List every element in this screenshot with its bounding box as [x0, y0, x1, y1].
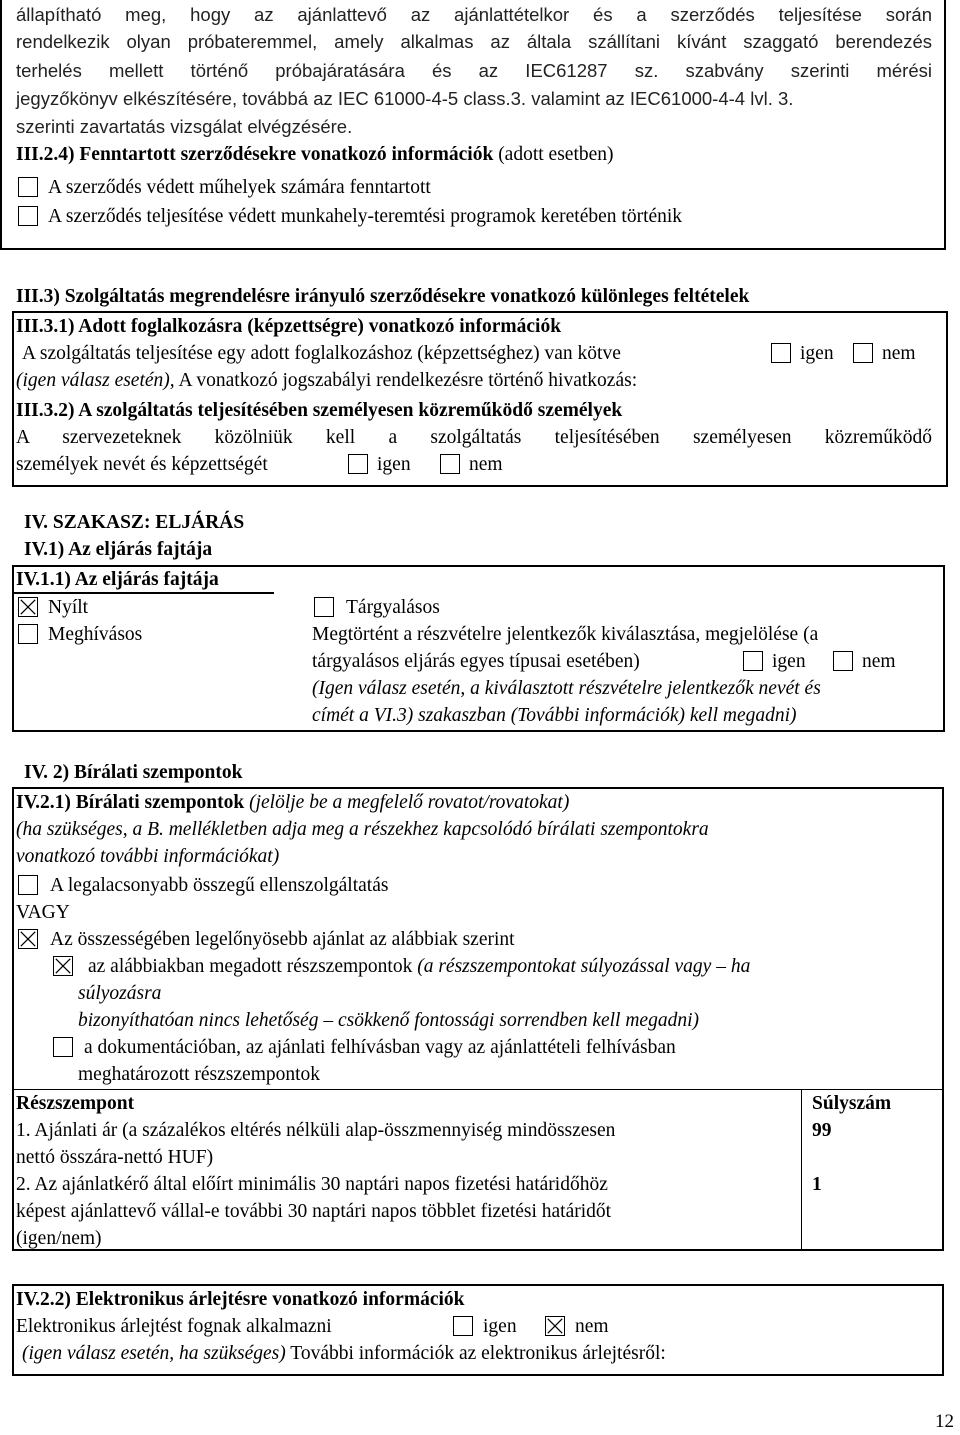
- italic-note: (ha szükséges, a B. mellékletben adja meg a részekhez kapcsolódó bírálati szempontokra: [16, 819, 709, 840]
- italic-note: (a részszempontokat súlyozással vagy – ha: [417, 956, 751, 977]
- x-mark-icon: [54, 957, 72, 975]
- heading-note: (jelölje be a megfelelő rovatot/rovatokat): [249, 792, 570, 813]
- suboption-label: meghatározott részszempontok: [78, 1064, 321, 1085]
- italic-note: (Igen válasz esetén, a kiválasztott részvételre jelentkezők nevét és: [312, 678, 821, 699]
- x-mark-icon: [19, 930, 37, 948]
- igen-label: igen: [800, 343, 834, 364]
- selection-text: Megtörtént a részvételre jelentkezők kiválasztása, megjelölése (a: [312, 624, 819, 645]
- column-header-weight: Súlyszám: [812, 1093, 892, 1114]
- nem-label: nem: [469, 454, 503, 475]
- text-line: terhelés mellett történő próbajáratására és az IEC61287 sz. szabvány szerinti mérési: [16, 60, 932, 81]
- italic-note: (igen válasz esetén, ha szükséges): [22, 1343, 286, 1364]
- criterion-text: nettó összára-nettó HUF): [16, 1147, 214, 1168]
- option-label: A szerződés védett műhelyek számára fenntartott: [48, 177, 431, 198]
- criterion-text: (igen/nem): [16, 1228, 102, 1249]
- criterion-text: 2. Az ajánlatkérő által előírt minimális 30 naptári napos fizetési határidőhöz: [16, 1174, 608, 1195]
- checkbox-restricted-procedure[interactable]: [18, 624, 38, 644]
- checkbox-most-advantageous[interactable]: [18, 929, 38, 949]
- criteria-heading: [16, 789, 569, 816]
- italic-note: bizonyíthatóan nincs lehetőség – csökkenő fontossági sorrendben kell megadni): [78, 1010, 700, 1031]
- igen-label: igen: [772, 651, 806, 672]
- column-header-subcriterion: Részszempont: [16, 1093, 135, 1114]
- subsection-heading: III.3.2) A szolgáltatás teljesítésében személyesen közreműködő személyek: [16, 400, 623, 421]
- checkbox-open-procedure[interactable]: [18, 597, 38, 617]
- nem-label: nem: [575, 1316, 609, 1337]
- criterion-text: 1. Ajánlati ár (a százalékos eltérés nélküli alap-összmennyiség mindösszesen: [16, 1120, 616, 1141]
- checkbox-reserved-workshops[interactable]: [18, 177, 38, 197]
- option-label: Tárgyalásos: [346, 597, 440, 618]
- checkbox-negotiated-procedure[interactable]: [314, 597, 334, 617]
- italic-note: vonatkozó további információkat): [16, 846, 280, 867]
- checkbox-eauction-no[interactable]: [545, 1316, 565, 1336]
- text-line: szerinti zavartatás vizsgálat elvégzésére.: [16, 116, 353, 137]
- question-text: A szolgáltatás teljesítése egy adott foglalkozáshoz (képzettséghez) van kötve: [22, 343, 621, 364]
- question-text: A szervezeteknek közölniük kell a szolgáltatás teljesítésében személyesen közreműködő: [16, 427, 932, 448]
- checkbox-selection-no[interactable]: [833, 651, 853, 671]
- igen-label: igen: [483, 1316, 517, 1337]
- checkbox-profession-no[interactable]: [853, 343, 873, 363]
- criterion-weight: 1: [812, 1174, 822, 1195]
- checkbox-selection-yes[interactable]: [743, 651, 763, 671]
- checkbox-subcriteria-below[interactable]: [53, 956, 73, 976]
- text-line: rendelkezik olyan próbateremmel, amely alkalmas az általa szállítani kívánt szaggató berendezés: [16, 31, 932, 52]
- criterion-text: képest ajánlattevő vállal-e további 30 naptári napos többlet fizetési határidőt: [16, 1201, 612, 1222]
- section-heading: [16, 141, 614, 168]
- table-rule: [12, 1089, 944, 1090]
- heading-number: IV.2.1) Bírálati szempontok: [16, 792, 245, 813]
- italic-note: (igen válasz esetén),: [16, 370, 175, 391]
- section-heading: III.3) Szolgáltatás megrendelésre irányuló szerződésekre vonatkozó különleges feltételek: [16, 286, 750, 307]
- suboption-text: [88, 953, 750, 980]
- checkbox-eauction-yes[interactable]: [453, 1316, 473, 1336]
- checkbox-profession-yes[interactable]: [771, 343, 791, 363]
- or-label: VAGY: [16, 902, 70, 923]
- italic-note: címét a VI.3) szakaszban (További információk) kell megadni): [312, 705, 797, 726]
- checkbox-personnel-no[interactable]: [440, 454, 460, 474]
- text-line: jegyzőkönyv elkészítésére, továbbá az IEC 61000-4-5 class.3. valamint az IEC61000-4-4 lvl. 3.: [16, 88, 794, 109]
- suboption-label: a dokumentációban, az ajánlati felhívásban vagy az ajánlattételi felhívásban: [84, 1037, 676, 1058]
- heading-number: III.2.4) Fenntartott szerződésekre vonatkozó információk: [16, 144, 494, 165]
- text-line: állapítható meg, hogy az ajánlattevő az ajánlattételkor és a szerződés teljesítése során: [16, 4, 932, 25]
- suboption-label: az alábbiakban megadott részszempontok: [88, 956, 413, 977]
- question-text: Elektronikus árlejtést fognak alkalmazni: [16, 1316, 332, 1337]
- reference-text: A vonatkozó jogszabályi rendelkezésre történő hivatkozás:: [178, 370, 638, 391]
- subsection-heading: IV. 2) Bírálati szempontok: [24, 762, 243, 783]
- italic-note: súlyozásra: [78, 983, 162, 1004]
- heading-note: (adott esetben): [498, 144, 614, 165]
- igen-label: igen: [377, 454, 411, 475]
- checkbox-personnel-yes[interactable]: [348, 454, 368, 474]
- subsection-heading: III.3.1) Adott foglalkozásra (képzettségre) vonatkozó információk: [16, 316, 562, 337]
- option-label: A szerződés teljesítése védett munkahely-teremtési programok keretében történik: [48, 206, 683, 227]
- info-text: További információk az elektronikus árlejtésről:: [290, 1343, 666, 1364]
- option-label: Az összességében legelőnyösebb ajánlat az alábbiak szerint: [50, 929, 515, 950]
- checkbox-lowest-price[interactable]: [18, 875, 38, 895]
- question-text: személyek nevét és képzettségét: [16, 454, 268, 475]
- nem-label: nem: [862, 651, 896, 672]
- checkbox-subcriteria-documentation[interactable]: [53, 1037, 73, 1057]
- info-line: [22, 1340, 666, 1367]
- page-number: 12: [935, 1411, 954, 1432]
- x-mark-icon: [546, 1317, 564, 1335]
- criterion-weight: 99: [812, 1120, 832, 1141]
- x-mark-icon: [19, 598, 37, 616]
- subsection-heading: IV.2.2) Elektronikus árlejtésre vonatkozó információk: [16, 1289, 465, 1310]
- table-column-divider: [801, 1089, 802, 1251]
- part-heading: IV. SZAKASZ: ELJÁRÁS: [24, 512, 245, 533]
- box-heading: IV.1.1) Az eljárás fajtája: [16, 569, 219, 590]
- option-label: Meghívásos: [48, 624, 143, 645]
- option-label: Nyílt: [48, 597, 89, 618]
- subsection-heading: IV.1) Az eljárás fajtája: [24, 539, 213, 560]
- selection-text: tárgyalásos eljárás egyes típusai esetében): [312, 651, 640, 672]
- checkbox-protected-employment[interactable]: [18, 206, 38, 226]
- option-label: A legalacsonyabb összegű ellenszolgáltatás: [50, 875, 389, 896]
- nem-label: nem: [882, 343, 916, 364]
- reference-line: [16, 367, 637, 394]
